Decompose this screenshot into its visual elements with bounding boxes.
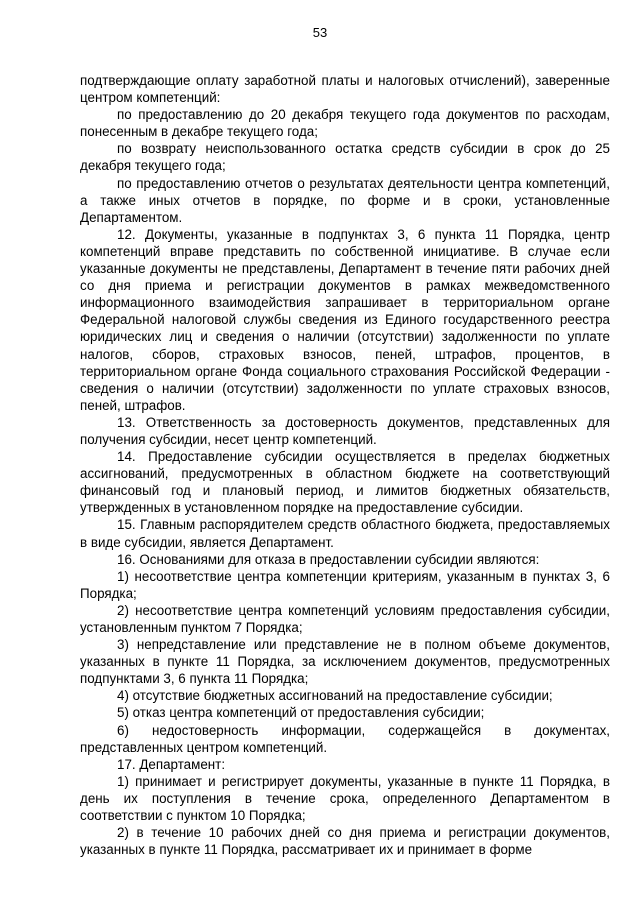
paragraph: 4) отсутствие бюджетных ассигнований на предоставление субсидии; — [117, 688, 553, 704]
paragraph: 2) в течение 10 рабочих дней со дня приема и регистрации документов, указанных в пункте 11 Порядка, рассматривает их и принимает в форме — [80, 825, 610, 858]
paragraph: 3) непредставление или представление не в полном объеме документов, указанных в пункте 11 Порядка, за исключением документов, предусмотренных подпунктами 3, 6 пункта 11 Порядка; — [80, 637, 610, 687]
paragraph: 15. Главным распорядителем средств областного бюджета, предоставляемых в виде субсидии, является Департамент. — [80, 517, 610, 550]
paragraph: 5) отказ центра компетенций от предоставления субсидии; — [117, 705, 485, 721]
paragraph: по предоставлению до 20 декабря текущего года документов по расходам, понесенным в декабре текущего года; — [80, 107, 610, 140]
paragraph: по предоставлению отчетов о результатах деятельности центра компетенций, а также иных отчетов в порядке, по форме и в сроки, установленные Департаментом. — [80, 175, 610, 225]
paragraph: 14. Предоставление субсидии осуществляется в пределах бюджетных ассигнований, предусмотренных в областном бюджете на соответствующий финансовый год и плановый период, и лимитов бюджетных обязательств, утвержденных в установленном порядке на предоставление субсидии. — [80, 449, 610, 516]
paragraph: 12. Документы, указанные в подпунктах 3, 6 пункта 11 Порядка, центр компетенций вправе представить по собственной инициативе. В случае если указанные документы не представлены, Департамент в течение пяти рабочих дней со дня приема и регистрации документов в рамках межведомственного информационного взаимодействия запрашивает в территориальном органе Федеральной налоговой службы сведения из Единого государственного реестра юридических лиц и сведения о наличии (отсутствии) задолженности по уплате налогов, сборов, страховых взносов, пеней, штрафов, процентов, в территориальном органе Фонда социального страхования Российской Федерации - сведения о наличии (отсутствии) задолженности по уплате страховых взносов, пеней, штрафов. — [80, 226, 610, 413]
paragraph: по возврату неиспользованного остатка средств субсидии в срок до 25 декабря текущего года; — [80, 141, 610, 174]
document-body — [80, 72, 610, 858]
paragraph: 17. Департамент: — [117, 756, 226, 772]
paragraph: подтверждающие оплату заработной платы и налоговых отчислений), заверенные центром компетенций: — [80, 73, 610, 106]
paragraph: 1) несоответствие центра компетенции критериям, указанным в пунктах 3, 6 Порядка; — [80, 568, 610, 601]
paragraph: 1) принимает и регистрирует документы, указанные в пункте 11 Порядка, в день их поступления в течение срока, определенного Департаментом в соответствии с пунктом 10 Порядка; — [80, 773, 610, 824]
paragraph: 6) недостоверность информации, содержащейся в документах, представленных центром компетенций. — [80, 722, 610, 755]
paragraph: 13. Ответственность за достоверность документов, представленных для получения субсидии, несет центр компетенций. — [80, 414, 610, 447]
paragraph: 16. Основаниями для отказа в предоставлении субсидии являются: — [117, 551, 540, 567]
page-number: 53 — [312, 25, 328, 40]
paragraph: 2) несоответствие центра компетенций условиям предоставления субсидии, установленным пунктом 7 Порядка; — [80, 602, 610, 635]
